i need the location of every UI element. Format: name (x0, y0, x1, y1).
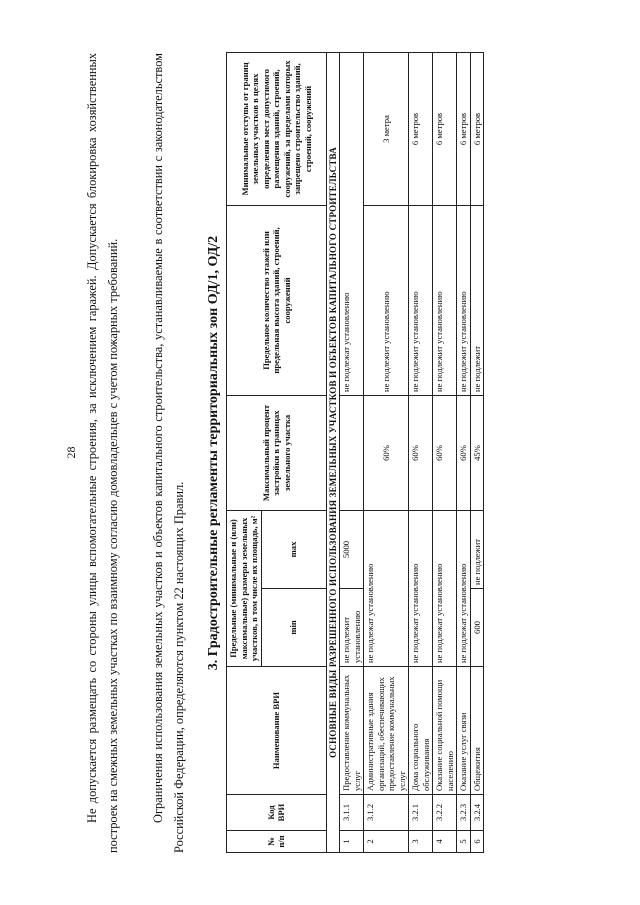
cell-num: 6 (470, 831, 484, 853)
section-band-row (326, 52, 340, 852)
header-name: Наименование ВРИ (227, 667, 327, 795)
cell-max: 5000 (340, 510, 364, 588)
cell-name: Оказание услуг связи (457, 667, 471, 795)
header-code: Код ВРИ (227, 795, 327, 831)
cell-percent: 60% (457, 395, 471, 510)
page-number: 28 (64, 446, 78, 459)
cell-size-merged: не подлежат установлению (457, 510, 471, 666)
cell-size-merged: не подлежат установлению (364, 510, 409, 666)
cell-floors: не подлежит (470, 205, 484, 395)
cell-size-merged: не подлежат установлению (433, 510, 457, 666)
cell-percent: 45% (470, 395, 484, 510)
paragraph-1: Не допускается размещать со стороны улицы вспомогательные строения, за исключением гаражей. Допускается блокировка хозяйственных построек на смежных земельных участках по взаимному согласию домовладельцев с учетом пожарных требований. (85, 53, 120, 853)
cell-setback: 3 метра (364, 52, 409, 205)
cell-code: 3.1.1 (340, 795, 364, 831)
header-max: max (261, 510, 326, 588)
cell-code: 3.2.1 (409, 795, 433, 831)
cell-name: Общежития (470, 667, 484, 795)
header-floors: Предельное количество этажей или предельная высота зданий, строений, сооружений (227, 205, 327, 395)
cell-floors: не подлежит установлению (409, 205, 433, 395)
section-title: 3. Градостроительные регламенты территориальных зон ОД/1, ОД/2 (206, 235, 221, 671)
header-percent: Максимальный процент застройки в границах земельного участка (227, 395, 327, 510)
cell-name: Дома социального обслуживания (409, 667, 433, 795)
cell-code: 3.2.4 (470, 795, 484, 831)
cell-percent: 60% (433, 395, 457, 510)
cell-setback: 6 метров (433, 52, 457, 205)
cell-num: 5 (457, 831, 471, 853)
cell-name: Предоставление коммунальных услуг (340, 667, 364, 795)
header-size: Предельные (минимальные и (или) максимальные) размеры земельных участков, в том числе их площадь, м² (227, 510, 262, 666)
cell-code: 3.2.3 (457, 795, 471, 831)
cell-floors-setback: не подлежат установлению (340, 52, 364, 395)
cell-name: Оказание социальной помощи населению (433, 667, 457, 795)
header-num: № п/п (227, 831, 327, 853)
cell-num: 4 (433, 831, 457, 853)
cell-size-merged: не подлежат установлению (409, 510, 433, 666)
table-row (364, 52, 409, 852)
cell-max: не подлежит (470, 510, 484, 588)
cell-min: 600 (470, 589, 484, 667)
cell-percent: 60% (409, 395, 433, 510)
cell-num: 1 (340, 831, 364, 853)
cell-percent (340, 395, 364, 510)
cell-floors: не подлежит установлению (364, 205, 409, 395)
cell-num: 2 (364, 831, 409, 853)
table-row (340, 52, 364, 852)
cell-code: 3.1.2 (364, 795, 409, 831)
cell-setback: 6 метров (470, 52, 484, 205)
cell-setback: 6 метров (409, 52, 433, 205)
table-header-row (227, 52, 262, 852)
table-row (409, 52, 433, 852)
table-row (470, 52, 484, 852)
cell-code: 3.2.2 (433, 795, 457, 831)
cell-floors: не подлежит установлению (457, 205, 471, 395)
cell-name: Административные здания организаций, обеспечивающих предоставление коммунальных услуг (364, 667, 409, 795)
section-band: ОСНОВНЫЕ ВИДЫ РАЗРЕШЕННОГО ИСПОЛЬЗОВАНИЯ ЗЕМЕЛЬНЫХ УЧАСТКОВ И ОБЪЕКТОВ КАПИТАЛЬНОГО СТРОИТЕЛЬСТВА (326, 52, 340, 852)
regulations-table (226, 52, 484, 853)
cell-setback: 6 метров (457, 52, 471, 205)
paragraph-2: Ограничения использования земельных участков и объектов капитального строительства, устанавливаемые в соответствии с законодательством Российской Федерации, определяются пунктом 22 настоящих Правил. (151, 53, 186, 853)
cell-floors: не подлежит установлению (433, 205, 457, 395)
header-min: min (261, 589, 326, 667)
cell-min: не подлежит установлению (340, 589, 364, 667)
table-row (433, 52, 457, 852)
cell-percent: 60% (364, 395, 409, 510)
cell-num: 3 (409, 831, 433, 853)
table-row (457, 52, 471, 852)
header-setback: Минимальные отступы от границ земельных участков в целях определения мест допустимого размещения зданий, строений, сооружений, за пределами которых запрещено строительство зданий, строений, сооружений (227, 52, 327, 205)
